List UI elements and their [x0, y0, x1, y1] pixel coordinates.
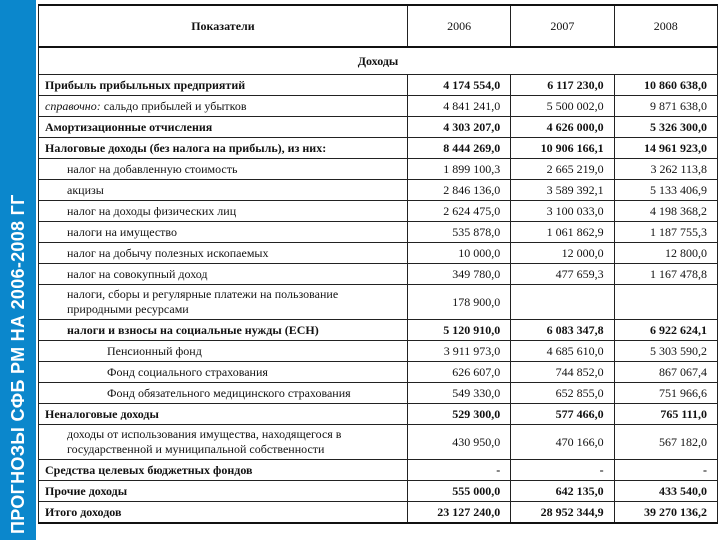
- table-row: [39, 502, 718, 524]
- value-2007: 10 906 166,1: [511, 138, 614, 159]
- row-label-text: Средства целевых бюджетных фондов: [45, 462, 253, 477]
- row-label: [39, 117, 408, 138]
- value-2008: -: [614, 460, 717, 481]
- value-2007: 3 589 392,1: [511, 180, 614, 201]
- value-2008: 751 966,6: [614, 383, 717, 404]
- value-2006: 178 900,0: [407, 285, 510, 320]
- value-2006: 555 000,0: [407, 481, 510, 502]
- value-2007: 5 500 002,0: [511, 96, 614, 117]
- header-indicators: Показатели: [39, 5, 408, 47]
- table-row: [39, 481, 718, 502]
- header-2006: 2006: [407, 5, 510, 47]
- table-row: [39, 362, 718, 383]
- row-label: [39, 180, 408, 201]
- value-2006: 1 899 100,3: [407, 159, 510, 180]
- value-2006: 430 950,0: [407, 425, 510, 460]
- value-2006: 2 846 136,0: [407, 180, 510, 201]
- value-2006: 4 174 554,0: [407, 75, 510, 96]
- value-2008: 3 262 113,8: [614, 159, 717, 180]
- table-header-row: [39, 5, 718, 47]
- row-label-text: налоги и взносы на социальные нужды (ЕСН): [67, 322, 319, 337]
- row-label: [39, 362, 408, 383]
- row-label: [39, 222, 408, 243]
- value-2008: 867 067,4: [614, 362, 717, 383]
- value-2006: 529 300,0: [407, 404, 510, 425]
- table-row: [39, 425, 718, 460]
- value-2007: 744 852,0: [511, 362, 614, 383]
- row-label-text: налог на совокупный доход: [67, 266, 208, 281]
- value-2008: 39 270 136,2: [614, 502, 717, 524]
- section-title-revenue: Доходы: [39, 47, 718, 75]
- row-label-text: Прочие доходы: [45, 483, 128, 498]
- row-label: [39, 383, 408, 404]
- row-label-text: Амортизационные отчисления: [45, 119, 213, 134]
- row-label-text: доходы от использования имущества, находящегося в государственной и муниципальной собственности: [67, 427, 342, 456]
- value-2007: 2 665 219,0: [511, 159, 614, 180]
- value-2007: 12 000,0: [511, 243, 614, 264]
- row-label-text: сальдо прибылей и убытков: [100, 98, 247, 113]
- value-2007: 1 061 862,9: [511, 222, 614, 243]
- value-2008: 1 187 755,3: [614, 222, 717, 243]
- row-label: [39, 285, 408, 320]
- slide-title: ПРОГНОЗЫ СФБ РМ НА 2006-2008 ГГ: [8, 194, 28, 534]
- header-2007: 2007: [511, 5, 614, 47]
- row-label: [39, 264, 408, 285]
- value-2007: 3 100 033,0: [511, 201, 614, 222]
- row-label-text: Неналоговые доходы: [45, 406, 159, 421]
- value-2007: 470 166,0: [511, 425, 614, 460]
- table-row: [39, 320, 718, 341]
- value-2006: 349 780,0: [407, 264, 510, 285]
- value-2008: 1 167 478,8: [614, 264, 717, 285]
- row-label: [39, 243, 408, 264]
- value-2008: 5 326 300,0: [614, 117, 717, 138]
- value-2008: 10 860 638,0: [614, 75, 717, 96]
- value-2008: 765 111,0: [614, 404, 717, 425]
- value-2007: -: [511, 460, 614, 481]
- row-label-text: Прибыль прибыльных предприятий: [45, 77, 246, 92]
- revenue-forecast-table: [38, 4, 718, 524]
- value-2006: 3 911 973,0: [407, 341, 510, 362]
- row-label: [39, 320, 408, 341]
- value-2008: 433 540,0: [614, 481, 717, 502]
- table-row: [39, 341, 718, 362]
- value-2006: 23 127 240,0: [407, 502, 510, 524]
- row-label-text: налог на добычу полезных ископаемых: [67, 245, 269, 260]
- row-label-text: налог на добавленную стоимость: [67, 161, 238, 176]
- row-label-text: налоги на имущество: [67, 224, 177, 239]
- row-label-text: Итого доходов: [45, 504, 122, 519]
- value-2006: 4 841 241,0: [407, 96, 510, 117]
- table-row: [39, 75, 718, 96]
- table-row: [39, 264, 718, 285]
- value-2007: 28 952 344,9: [511, 502, 614, 524]
- sidebar-title-bar: [0, 0, 36, 540]
- row-label-text: акцизы: [67, 182, 104, 197]
- row-label: [39, 502, 408, 524]
- header-2008: 2008: [614, 5, 717, 47]
- value-2008: 14 961 923,0: [614, 138, 717, 159]
- value-2006: 626 607,0: [407, 362, 510, 383]
- value-2008: 4 198 368,2: [614, 201, 717, 222]
- value-2007: 6 083 347,8: [511, 320, 614, 341]
- row-label: [39, 75, 408, 96]
- row-label: [39, 159, 408, 180]
- value-2008: 12 800,0: [614, 243, 717, 264]
- table-row: [39, 96, 718, 117]
- value-2006: 2 624 475,0: [407, 201, 510, 222]
- value-2007: 652 855,0: [511, 383, 614, 404]
- table-row: [39, 117, 718, 138]
- table-row: [39, 460, 718, 481]
- table-row: [39, 180, 718, 201]
- row-label: [39, 201, 408, 222]
- table-row: [39, 159, 718, 180]
- row-label: [39, 341, 408, 362]
- value-2007: 477 659,3: [511, 264, 614, 285]
- table-row: [39, 404, 718, 425]
- value-2008: 567 182,0: [614, 425, 717, 460]
- row-label-prefix: справочно:: [45, 98, 101, 113]
- table-row: [39, 285, 718, 320]
- value-2006: 4 303 207,0: [407, 117, 510, 138]
- value-2006: -: [407, 460, 510, 481]
- value-2006: 10 000,0: [407, 243, 510, 264]
- value-2007: 4 685 610,0: [511, 341, 614, 362]
- row-label: [39, 460, 408, 481]
- row-label-text: Фонд социального страхования: [107, 364, 268, 379]
- table-row: [39, 383, 718, 404]
- value-2007: 577 466,0: [511, 404, 614, 425]
- section-row: [39, 47, 718, 75]
- value-2008: 6 922 624,1: [614, 320, 717, 341]
- row-label: [39, 404, 408, 425]
- row-label: [39, 425, 408, 460]
- table-row: [39, 201, 718, 222]
- row-label-text: Фонд обязательного медицинского страхования: [107, 385, 351, 400]
- row-label: [39, 481, 408, 502]
- value-2006: 5 120 910,0: [407, 320, 510, 341]
- row-label: [39, 96, 408, 117]
- row-label-text: налог на доходы физических лиц: [67, 203, 237, 218]
- table-row: [39, 138, 718, 159]
- table-row: [39, 243, 718, 264]
- value-2007: [511, 285, 614, 320]
- value-2008: 5 133 406,9: [614, 180, 717, 201]
- value-2008: 5 303 590,2: [614, 341, 717, 362]
- row-label-text: налоги, сборы и регулярные платежи на пользование природными ресурсами: [67, 287, 339, 316]
- value-2006: 8 444 269,0: [407, 138, 510, 159]
- value-2008: 9 871 638,0: [614, 96, 717, 117]
- value-2007: 642 135,0: [511, 481, 614, 502]
- value-2007: 4 626 000,0: [511, 117, 614, 138]
- value-2007: 6 117 230,0: [511, 75, 614, 96]
- row-label-text: Пенсионный фонд: [107, 343, 202, 358]
- value-2006: 535 878,0: [407, 222, 510, 243]
- row-label: [39, 138, 408, 159]
- value-2008: [614, 285, 717, 320]
- table-row: [39, 222, 718, 243]
- value-2006: 549 330,0: [407, 383, 510, 404]
- row-label-text: Налоговые доходы (без налога на прибыль), из них:: [45, 140, 327, 155]
